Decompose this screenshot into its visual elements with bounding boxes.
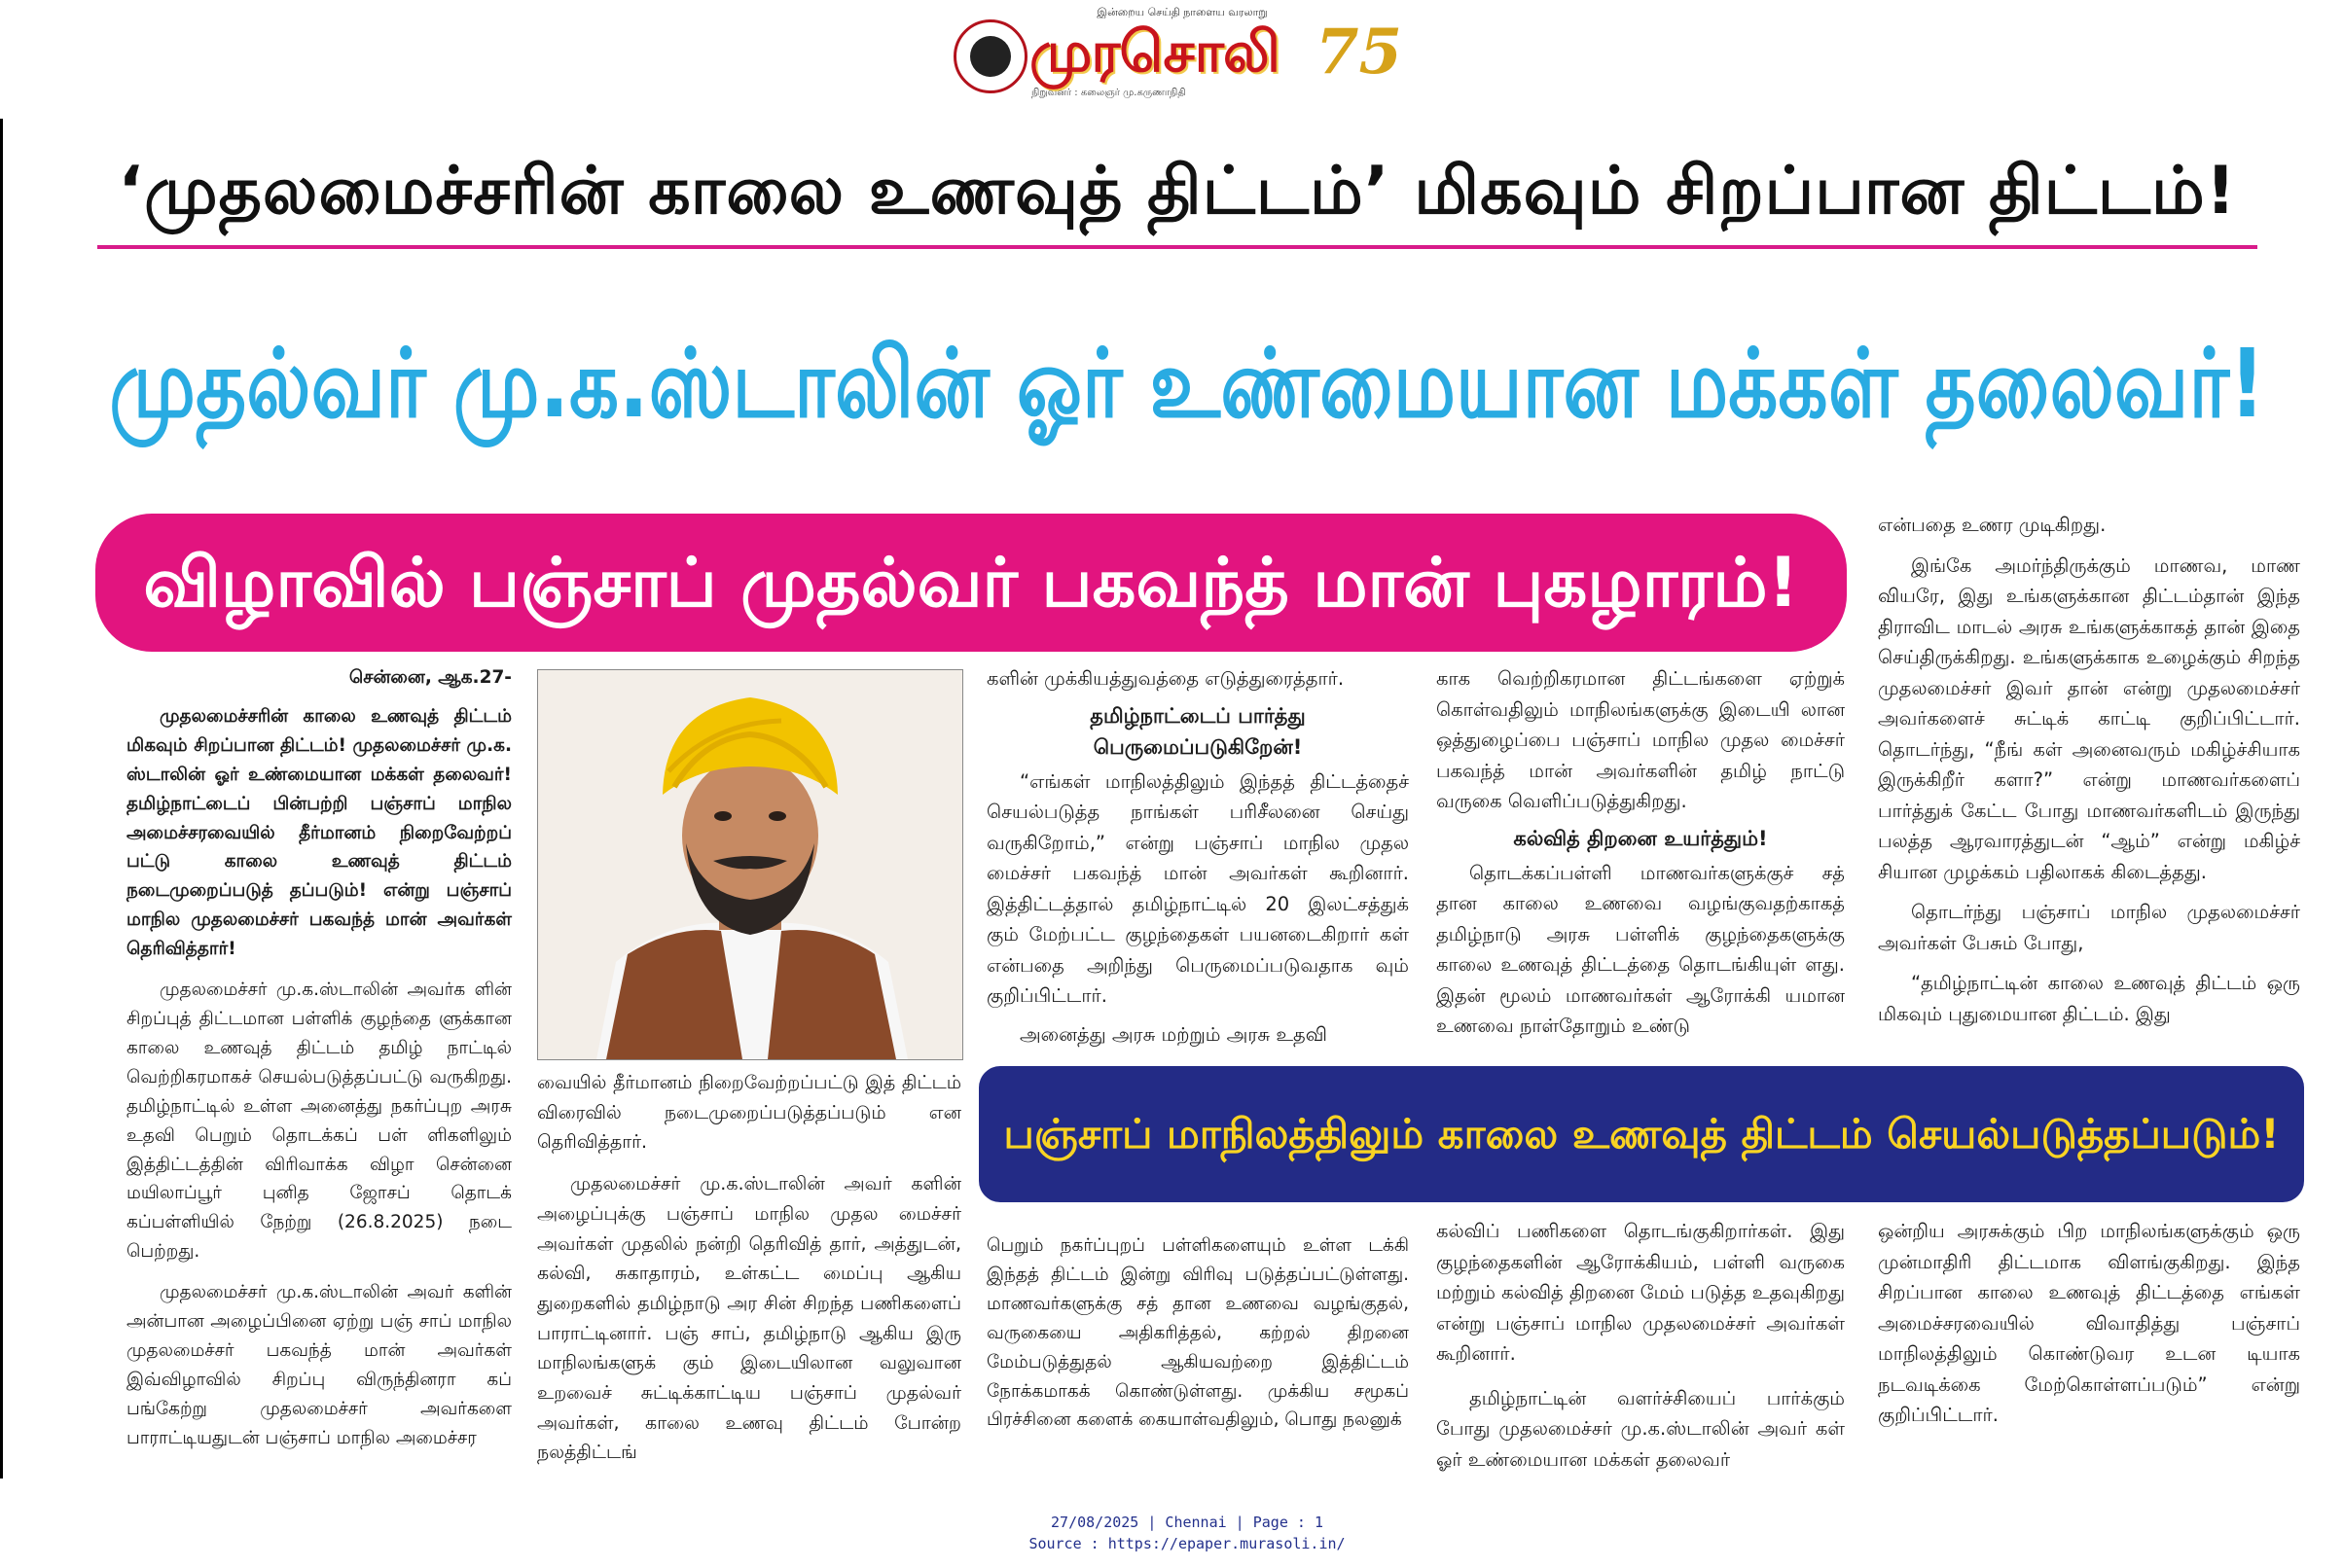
article-paragraph: என்பதை உணர முடிகிறது. xyxy=(1878,514,2107,536)
article-paragraph: கல்விப் பணிகளை தொடங்குகிறார்கள். இது குழந்தைகளின் ஆரோக்கியம், பள்ளி வருகை மற்றும் கல்வித் திறனை மேம் படுத்த உதவுகிறது என்று பஞ்சாப் மாநில முதலமைச்சர் அவர்கள் கூறினார். xyxy=(1436,1220,1845,1365)
secondary-banner-text: பஞ்சாப் மாநிலத்திலும் காலை உணவுத் திட்டம் செயல்படுத்தப்படும்! xyxy=(1003,1110,2280,1158)
portrait-illustration xyxy=(538,670,962,1059)
article-paragraph: பெறும் நகர்ப்புறப் பள்ளிகளையும் உள்ள டக்கி இந்தத் திட்டம் இன்று விரிவு படுத்தப்பட்டுள்ளது. மாணவர்களுக்கு சத் தான உணவை வழங்குதல், வருகையை அதிகரித்தல், கற்றல் திறனை மேம்படுத்துதல் ஆகியவற்றை இத்திட்டம் நோக்கமாகக் கொண்டுள்ளது. முக்கிய சமூகப் பிரச்சினை களைக் கையாள்வதிலும், பொது நலனுக் xyxy=(987,1235,1409,1431)
article-column-2-top xyxy=(987,663,1409,1050)
newspaper-logo: முரசொலி xyxy=(1029,18,1280,85)
article-column-4-top xyxy=(1878,510,2300,1029)
left-margin-rule xyxy=(0,119,3,1479)
footer-source-link[interactable]: Source : https://epaper.murasoli.in/ xyxy=(1028,1535,1346,1552)
article-paragraph: முதலமைச்சர் மு.க.ஸ்டாலின் அவர் களின் அழைப்புக்கு பஞ்சாப் மாநில முதல மைச்சர் அவர்கள் முதலில் நன்றி தெரிவித் தார், அத்துடன், கல்வி, சுகாதாரம், உள்கட்ட மைப்பு ஆகிய துறைகளில் தமிழ்நாடு அர சின் சிறந்த பணிகளைப் பாராட்டினார். பஞ் சாப், தமிழ்நாடு ஆகிய இரு மாநிலங்களுக் கும் இடையிலான வலுவான உறவைச் சுட்டிக்காட்டிய பஞ்சாப் முதல்வர் அவர்கள், காலை உணவு திட்டம் போன்ற நலத்திட்டங் xyxy=(537,1173,961,1464)
article-paragraph: தமிழ்நாட்டின் வளர்ச்சியைப் பார்க்கும் போது முதலமைச்சர் மு.க.ஸ்டாலின் அவர் கள் ஓர் உண்மையான மக்கள் தலைவர் xyxy=(1436,1386,1845,1471)
article-paragraph: களின் முக்கியத்துவத்தை எடுத்துரைத்தார். xyxy=(987,667,1345,690)
article-paragraph: தொடர்ந்து பஞ்சாப் மாநில முதலமைச்சர் அவர்கள் பேசும் போது, xyxy=(1878,901,2300,954)
article-paragraph: வையில் தீர்மானம் நிறைவேற்றப்பட்டு இத் திட்டம் விரைவில் நடைமுறைப்படுத்தப்படும் என தெரிவித்தார். xyxy=(537,1072,961,1154)
masthead-tagline: இன்றைய செய்தி நாளைய வரலாறு xyxy=(1097,6,1268,18)
article-paragraph: ஒன்றிய அரசுக்கும் பிற மாநிலங்களுக்கும் ஒரு முன்மாதிரி திட்டமாக விளங்குகிறது. இந்த சிறப்பான காலை உணவுத் திட்டத்தை எங்கள் அமைச்சரவையில் விவாதித்து பஞ்சாப் மாநிலத்திலும் கொண்டுவர உடன டியாக நடவடிக்கை மேற்கொள்ளப்படும்” என்று குறிப்பிட்டார். xyxy=(1878,1220,2300,1426)
article-paragraph: முதலமைச்சர் மு.க.ஸ்டாலின் அவர் களின் அன்பான அழைப்பினை ஏற்று பஞ் சாப் மாநில முதலமைச்சர் பகவந்த் மான் அவர்கள் இவ்விழாவில் சிறப்பு விருந்தினரா கப் பங்கேற்று முதலமைச்சர் அவர்களை பாராட்டியதுடன் பஞ்சாப் மாநில அமைச்சர xyxy=(126,1282,512,1448)
article-paragraph: இங்கே அமர்ந்திருக்கும் மாணவ, மாண வியரே, இது உங்களுக்கான திட்டம்தான் இந்த திராவிட மாடல் அரசு உங்களுக்காகத் தான் இதை செய்திருக்கிறது. உங்களுக்காக உழைக்கும் சிறந்த முதலமைச்சர் இவர் தான் என்று முதலமைச்சர் அவர்களைச் சுட்டிக் காட்டி குறிப்பிட்டார். தொடர்ந்து, “நீங் கள் அனைவரும் மகிழ்ச்சியாக இருக்கிறீர் களா?” என்று மாணவர்களைப் பார்த்துக் கேட்ட போது மாணவர்களிடம் இருந்து பலத்த ஆரவாரத்துடன் “ஆம்” என்று மகிழ்ச் சியான முழக்கம் பதிலாகக் கிடைத்தது. xyxy=(1878,553,2300,883)
main-headline: முதல்வர் மு.க.ஸ்டாலின் ஓர் உண்மையான மக்கள் தலைவர்! xyxy=(109,328,2265,440)
kicker-divider xyxy=(97,245,2257,249)
masthead-founder-line: நிறுவனர் : கலைஞர் மு.கருணாநிதி xyxy=(1031,88,1186,98)
article-paragraph: முதலமைச்சர் மு.க.ஸ்டாலின் அவர்க ளின் சிறப்புத் திட்டமான பள்ளிக் குழந்தை ளுக்கான காலை உணவுத் திட்டம் தமிழ் நாட்டில் வெற்றிகரமாகச் செயல்படுத்தப்பட்டு வருகிறது. தமிழ்நாட்டில் உள்ள அனைத்து நகர்ப்புற அரசு உதவி பெறும் தொடக்கப் பள் ளிகளிலும் இத்திட்டத்தின் விரிவாக்க விழா சென்னை மயிலாப்பூர் புனித ஜோசப் தொடக் கப்பள்ளியில் நேற்று (26.8.2025) நடை பெற்றது. xyxy=(126,980,512,1263)
footer-date-line: 27/08/2025 | Chennai | Page : 1 xyxy=(1051,1514,1323,1531)
article-column-1 xyxy=(126,663,512,1453)
anniversary-badge: 75 xyxy=(1316,16,1403,89)
chief-minister-photo xyxy=(537,669,963,1060)
article-column-3-top xyxy=(1436,663,1845,1042)
kicker-headline: ‘முதலமைச்சரின் காலை உணவுத் திட்டம்’ மிகவும் சிறப்பான திட்டம்! xyxy=(118,153,2237,230)
article-column-2-under-photo xyxy=(537,1068,961,1468)
dateline: சென்னை, ஆக.27- xyxy=(348,667,512,688)
article-subhead: கல்வித் திறனை உயர்த்தும்! xyxy=(1513,826,1768,850)
article-paragraph: காக வெற்றிகரமான திட்டங்களை ஏற்றுக் கொள்வதிலும் மாநிலங்களுக்கு இடையி லான ஒத்துழைப்பை பஞ்சாப் மாநில முதல மைச்சர் பகவந்த் மான் அவர்களின் தமிழ் நாட்டு வருகை வெளிப்படுத்துகிறது. xyxy=(1436,667,1845,812)
article-paragraph: “தமிழ்நாட்டின் காலை உணவுத் திட்டம் ஒரு மிகவும் புதுமையான திட்டம். இது xyxy=(1878,972,2300,1025)
article-lead: முதலமைச்சரின் காலை உணவுத் திட்டம் மிகவும் சிறப்பான திட்டம்! முதலமைச்சர் மு.க. ஸ்டாலின் ஓர் உண்மையான மக்கள் தலைவர்! தமிழ்நாட்டைப் பின்பற்றி பஞ்சாப் மாநில அமைச்சரவையில் தீர்மானம் நிறைவேற்றப் பட்டு காலை உணவுத் திட்டம் நடைமுறைப்படுத் தப்படும்! என்று பஞ்சாப் மாநில முதலமைச்சர் பகவந்த் மான் அவர்கள் தெரிவித்தார்! xyxy=(126,705,512,960)
page-footer xyxy=(973,1512,1401,1554)
article-column-bottom-right-center xyxy=(1436,1216,1845,1475)
article-column-bottom-middle xyxy=(987,1231,1409,1435)
article-paragraph: தொடக்கப்பள்ளி மாணவர்களுக்குச் சத் தான காலை உணவை வழங்குவதற்காகத் தமிழ்நாடு அரசு பள்ளிக் குழந்தைகளுக்கு காலை உணவுத் திட்டத்தை தொடங்கியுள் ளது. இதன் மூலம் மாணவர்கள் ஆரோக்கி யமான உணவை நாள்தோறும் உண்டு xyxy=(1436,861,1845,1037)
subheadline-banner xyxy=(95,514,1847,652)
article-paragraph: அனைத்து அரசு மற்றும் அரசு உதவி xyxy=(1020,1022,1327,1046)
article-column-4-bottom xyxy=(1878,1216,2300,1431)
article-paragraph: “எங்கள் மாநிலத்திலும் இந்தத் திட்டத்தைச் செயல்படுத்த நாங்கள் பரிசீலனை செய்து வருகிறோம்,” என்று பஞ்சாப் மாநில முதல மைச்சர் பகவந்த் மான் அவர்கள் கூறினார். இத்திட்டத்தால் தமிழ்நாட்டில் 20 இலட்சத்துக் கும் மேற்பட்ட குழந்தைகள் பயனடைகிறார் கள் என்பதை அறிந்து பெருமைப்படுவதாக வும் குறிப்பிட்டார். xyxy=(987,769,1409,1007)
subheadline-text: விழாவில் பஞ்சாப் முதல்வர் பகவந்த் மான் புகழாரம்! xyxy=(143,543,1799,623)
party-emblem-icon xyxy=(954,19,1027,93)
article-subhead: தமிழ்நாட்டைப் பார்த்து பெருமைப்படுகிறேன்! xyxy=(1090,703,1306,759)
masthead xyxy=(954,6,1411,107)
secondary-banner xyxy=(979,1066,2304,1202)
